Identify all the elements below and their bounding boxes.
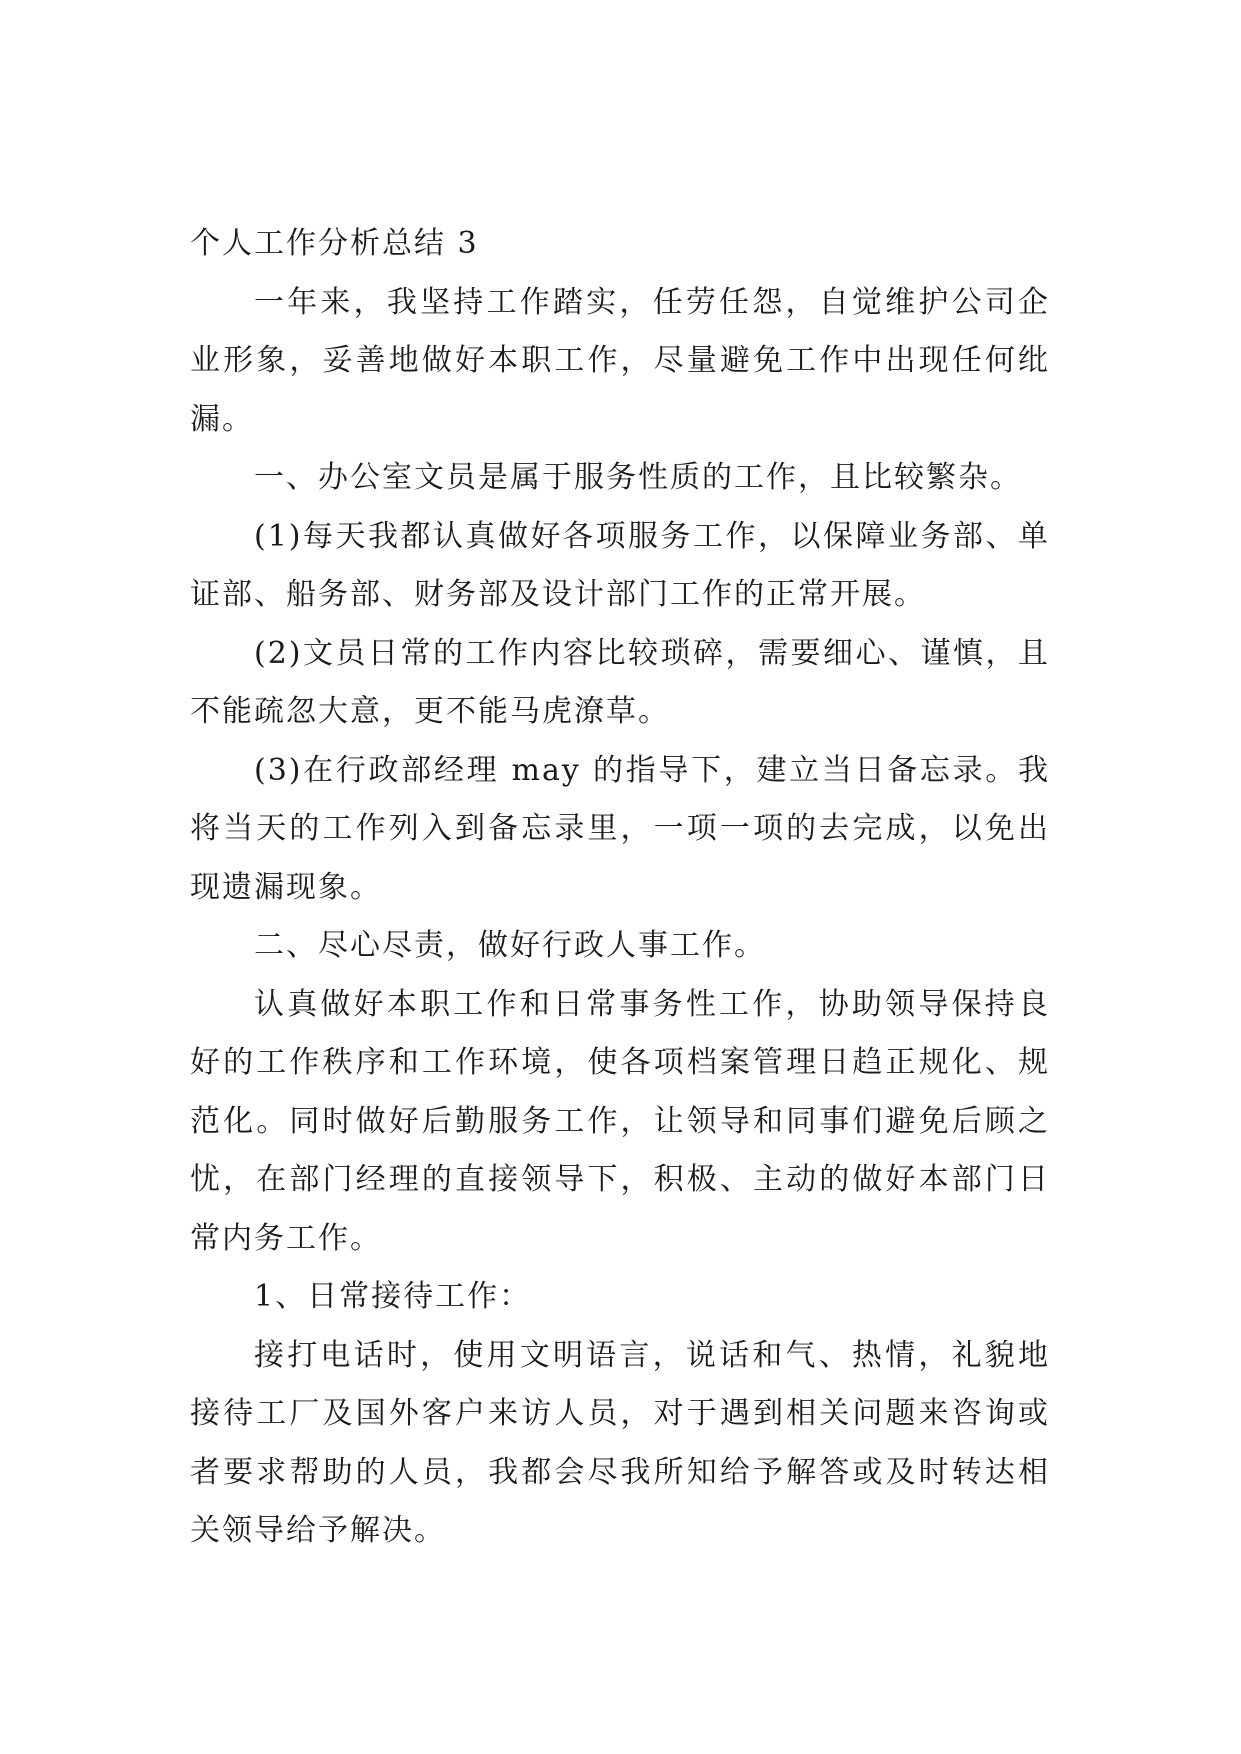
document-title: 个人工作分析总结 3 (190, 226, 479, 261)
section-heading-2: 二、尽心尽责，做好行政人事工作。 (254, 928, 766, 963)
section-heading-1: 一、办公室文员是属于服务性质的工作，且比较繁杂。 (254, 460, 1022, 495)
paragraph-admin-work: 认真做好本职工作和日常事务性工作，协助领导保持良好的工作秩序和工作环境，使各项档案管理日趋正规化、规范化。同时做好后勤服务工作，让领导和同事们避免后顾之忧，在部门经理的直接领导下，积极、主动的做好本部门日常内务工作。 (190, 986, 1050, 1256)
document-body (190, 215, 1050, 1561)
paragraph-reception: 接打电话时，使用文明语言，说话和气、热情，礼貌地接待工厂及国外客户来访人员，对于遇到相关问题来咨询或者要求帮助的人员，我都会尽我所知给予解答或及时转达相关领导给予解决。 (190, 1337, 1050, 1548)
paragraph-intro: 一年来，我坚持工作踏实，任劳任怨，自觉维护公司企业形象，妥善地做好本职工作，尽量避免工作中出现任何纰漏。 (190, 284, 1050, 437)
subsection-heading-reception: 1、日常接待工作： (254, 1279, 532, 1314)
list-item-2: (2)文员日常的工作内容比较琐碎，需要细心、谨慎，且不能疏忽大意，更不能马虎潦草。 (190, 635, 1050, 729)
list-item-1: (1)每天我都认真做好各项服务工作，以保障业务部、单证部、船务部、财务部及设计部门工作的正常开展。 (190, 518, 1050, 612)
list-item-3: (3)在行政部经理 may 的指导下，建立当日备忘录。我将当天的工作列入到备忘录里，一项一项的去完成，以免出现遗漏现象。 (190, 752, 1050, 905)
